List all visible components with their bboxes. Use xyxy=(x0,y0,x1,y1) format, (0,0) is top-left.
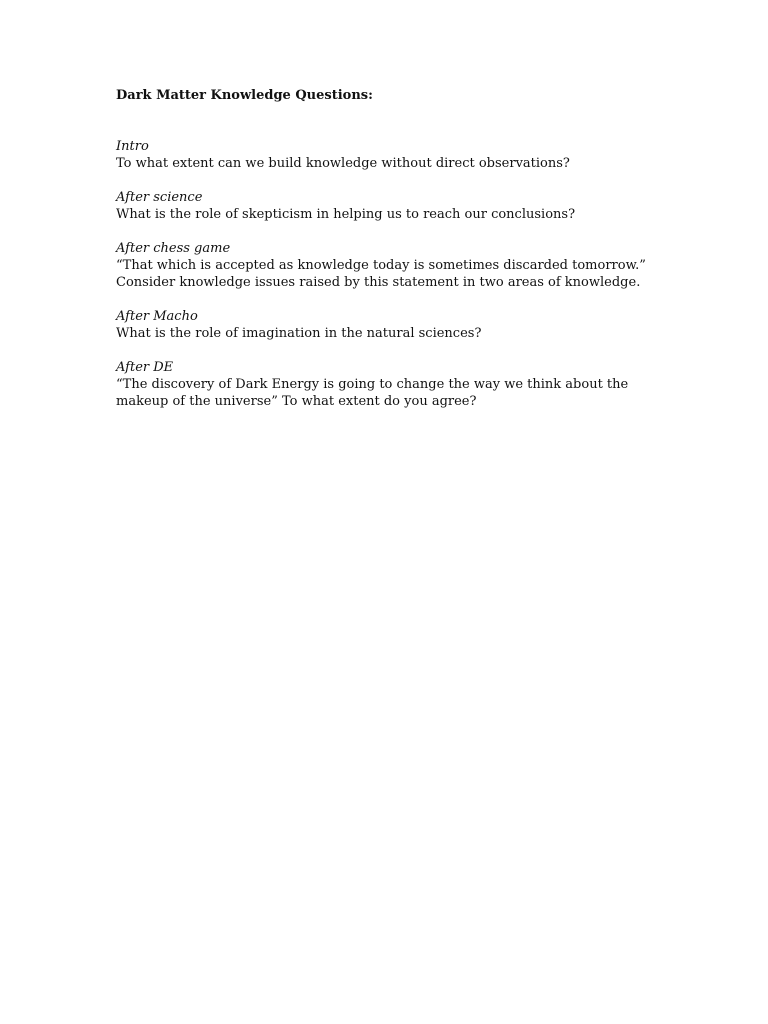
section-after-macho xyxy=(116,308,676,342)
section-body xyxy=(116,155,676,172)
question-line: What is the role of skepticism in helping us to reach our conclusions? xyxy=(116,207,576,222)
question-line: What is the role of imagination in the natural sciences? xyxy=(116,326,482,341)
section-intro xyxy=(116,138,676,172)
section-body xyxy=(116,206,676,223)
section-after-de xyxy=(116,359,676,410)
section-heading: Intro xyxy=(116,139,149,154)
section-heading: After chess game xyxy=(116,241,231,256)
question-line: “The discovery of Dark Energy is going to change the way we think about the xyxy=(116,377,629,392)
section-after-science xyxy=(116,189,676,223)
question-line: To what extent can we build knowledge without direct observations? xyxy=(116,156,570,171)
document-content xyxy=(116,87,676,410)
question-line: makeup of the universe” To what extent do you agree? xyxy=(116,394,477,409)
section-heading: After science xyxy=(116,190,203,205)
section-body xyxy=(116,325,676,342)
section-heading: After DE xyxy=(116,360,174,375)
question-line: “That which is accepted as knowledge today is sometimes discarded tomorrow.” xyxy=(116,258,646,273)
document-title: Dark Matter Knowledge Questions: xyxy=(116,88,373,103)
section-body xyxy=(116,257,676,291)
section-body xyxy=(116,376,676,410)
section-after-chess-game xyxy=(116,240,676,291)
question-line: Consider knowledge issues raised by this statement in two areas of knowledge. xyxy=(116,275,641,290)
section-heading: After Macho xyxy=(116,309,198,324)
